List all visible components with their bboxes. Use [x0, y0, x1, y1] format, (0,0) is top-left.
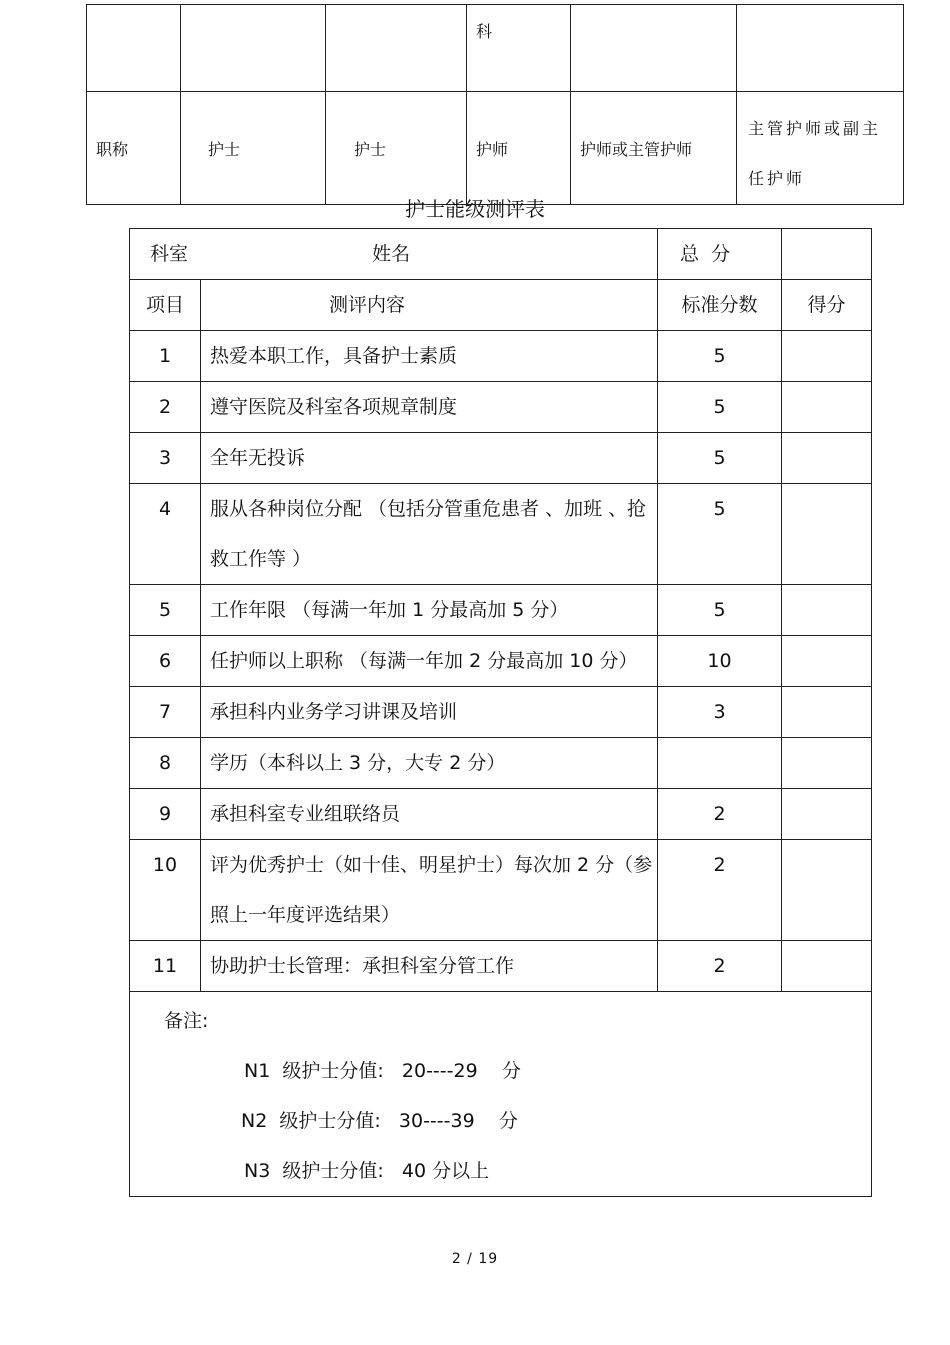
item-score [782, 636, 872, 687]
item-std-score: 5 [658, 331, 782, 382]
item-std-score: 5 [658, 484, 782, 585]
item-std-score: 5 [658, 433, 782, 484]
title-cell: 护士 [181, 92, 326, 205]
item-score [782, 941, 872, 992]
item-header: 项目 [130, 280, 201, 331]
item-std-score: 2 [658, 840, 782, 941]
item-score [782, 585, 872, 636]
item-std-score: 10 [658, 636, 782, 687]
title-label-cell: 职称 [87, 92, 181, 205]
table-row [130, 738, 872, 789]
item-number: 6 [130, 636, 201, 687]
cell [181, 5, 326, 92]
item-number: 3 [130, 433, 201, 484]
item-content: 全年无投诉 [201, 433, 658, 484]
item-number: 10 [130, 840, 201, 941]
dept-name-cell [130, 229, 658, 280]
note-line-n1: N1 级护士分值: 20----29 分 [244, 1060, 521, 1082]
item-content: 遵守医院及科室各项规章制度 [201, 382, 658, 433]
header-row-2 [130, 280, 872, 331]
item-std-score: 5 [658, 585, 782, 636]
item-number: 4 [130, 484, 201, 585]
title-cell: 护士 [326, 92, 467, 205]
std-score-header: 标准分数 [658, 280, 782, 331]
table-row [130, 585, 872, 636]
item-std-score: 3 [658, 687, 782, 738]
total-value-cell [782, 229, 872, 280]
item-number: 9 [130, 789, 201, 840]
title-cell: 护师或主管护师 [571, 92, 737, 205]
item-content: 服从各种岗位分配 （包括分管重危患者 、加班 、抢救工作等 ） [201, 484, 658, 585]
form-title: 护士能级测评表 [405, 197, 545, 221]
item-content: 工作年限 （每满一年加 1 分最高加 5 分） [201, 585, 658, 636]
table-row [130, 941, 872, 992]
item-score [782, 687, 872, 738]
title-cell: 护师 [467, 92, 571, 205]
title-cell: 主管护师或副主任护师 [737, 92, 904, 205]
item-number: 7 [130, 687, 201, 738]
item-std-score: 2 [658, 789, 782, 840]
item-content: 学历（本科以上 3 分，大专 2 分） [201, 738, 658, 789]
item-content: 任护师以上职称 （每满一年加 2 分最高加 10 分） [201, 636, 658, 687]
table-row [130, 331, 872, 382]
name-label: 姓名 [372, 243, 411, 265]
dept-label: 科室 [150, 243, 189, 265]
item-std-score [658, 738, 782, 789]
item-content: 承担科内业务学习讲课及培训 [201, 687, 658, 738]
item-number: 5 [130, 585, 201, 636]
item-score [782, 331, 872, 382]
cell [87, 5, 181, 92]
qualification-table [86, 4, 904, 205]
cell [737, 5, 904, 92]
cell [571, 5, 737, 92]
page-number: 2 / 19 [451, 1251, 499, 1267]
item-content: 评为优秀护士（如十佳、明星护士）每次加 2 分（参照上一年度评选结果） [201, 840, 658, 941]
note-line-n2: N2 级护士分值: 30----39 分 [241, 1110, 518, 1132]
note-line-n3: N3 级护士分值: 40 分以上 [244, 1160, 490, 1182]
item-std-score: 2 [658, 941, 782, 992]
title-row [87, 92, 904, 205]
table-row [130, 687, 872, 738]
item-number: 8 [130, 738, 201, 789]
item-std-score: 5 [658, 382, 782, 433]
cell [326, 5, 467, 92]
evaluation-rows [130, 331, 872, 992]
item-score [782, 789, 872, 840]
table-row [130, 789, 872, 840]
table-row [130, 636, 872, 687]
table-row [130, 433, 872, 484]
item-number: 11 [130, 941, 201, 992]
item-number: 1 [130, 331, 201, 382]
item-score [782, 840, 872, 941]
table-row [130, 840, 872, 941]
item-content: 热爱本职工作，具备护士素质 [201, 331, 658, 382]
item-content: 承担科室专业组联络员 [201, 789, 658, 840]
note-row [130, 992, 872, 1197]
item-number: 2 [130, 382, 201, 433]
table-row [130, 484, 872, 585]
header-row-1 [130, 229, 872, 280]
total-label: 总 分 [658, 229, 782, 280]
qualification-row-1 [87, 5, 904, 92]
item-score [782, 433, 872, 484]
item-content: 协助护士长管理：承担科室分管工作 [201, 941, 658, 992]
item-score [782, 382, 872, 433]
item-score [782, 484, 872, 585]
score-header: 得分 [782, 280, 872, 331]
table-row [130, 382, 872, 433]
note-label: 备注: [164, 1010, 209, 1032]
note-cell [130, 992, 872, 1197]
content-header: 测评内容 [201, 280, 658, 331]
evaluation-table [129, 228, 872, 1197]
item-score [782, 738, 872, 789]
cell: 科 [467, 5, 571, 92]
